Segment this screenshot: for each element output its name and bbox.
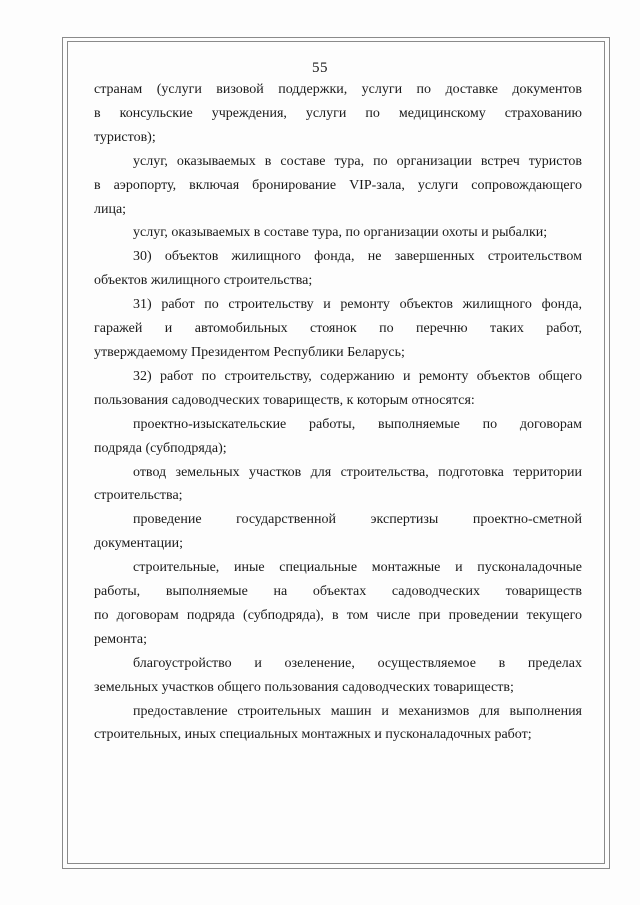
text-line: земельных участков общего пользования садоводческих товариществ; [94,679,514,695]
text-line: 31) работ по строительству и ремонту объектов жилищного фонда, [133,297,582,313]
text-line: услуг, оказываемых в составе тура, по организации встреч туристов [133,153,582,169]
text-line: в консульские учреждения, услуги по медицинскому страхованию [94,105,582,121]
text-line: объектов жилищного строительства; [94,273,313,289]
text-line: благоустройство и озеленение, осуществляемое в пределах [133,655,582,671]
text-line: документации; [94,536,183,552]
text-line: проектно-изыскательские работы, выполняемые по договорам [133,416,582,432]
text-line: строительства; [94,488,183,504]
text-line: туристов); [94,129,156,145]
text-line: утверждаемому Президентом Республики Беларусь; [94,344,405,360]
text-line: строительные, иные специальные монтажные и пусконаладочные [133,560,582,576]
text-line: гаражей и автомобильных стоянок по перечню таких работ, [94,321,582,337]
text-line: строительных, иных специальных монтажных и пусконаладочных работ; [94,727,532,743]
text-line: лица; [94,201,127,217]
text-line: странам (услуги визовой поддержки, услуги по доставке документов [94,82,582,97]
document-body [94,78,582,747]
page-number: 55 [312,60,328,76]
text-line: подряда (субподряда); [94,440,227,456]
text-line: 32) работ по строительству, содержанию и ремонту объектов общего [133,368,582,384]
text-line: в аэропорту, включая бронирование VIP-зала, услуги сопровождающего [94,177,582,193]
text-line: услуг, оказываемых в составе тура, по организации охоты и рыбалки; [133,225,548,241]
text-line: ремонта; [94,631,147,647]
text-line: пользования садоводческих товариществ, к которым относятся: [94,392,475,408]
text-line: отвод земельных участков для строительства, подготовка территории [133,464,582,480]
text-line: предоставление строительных машин и механизмов для выполнения [133,703,582,719]
text-line: по договорам подряда (субподряда), в том числе при проведении текущего [94,607,582,623]
text-line: работы, выполняемые на объектах садоводческих товариществ [94,584,582,600]
text-line: 30) объектов жилищного фонда, не завершенных строительством [133,249,582,265]
text-line: проведение государственной экспертизы проектно-сметной [133,512,582,528]
